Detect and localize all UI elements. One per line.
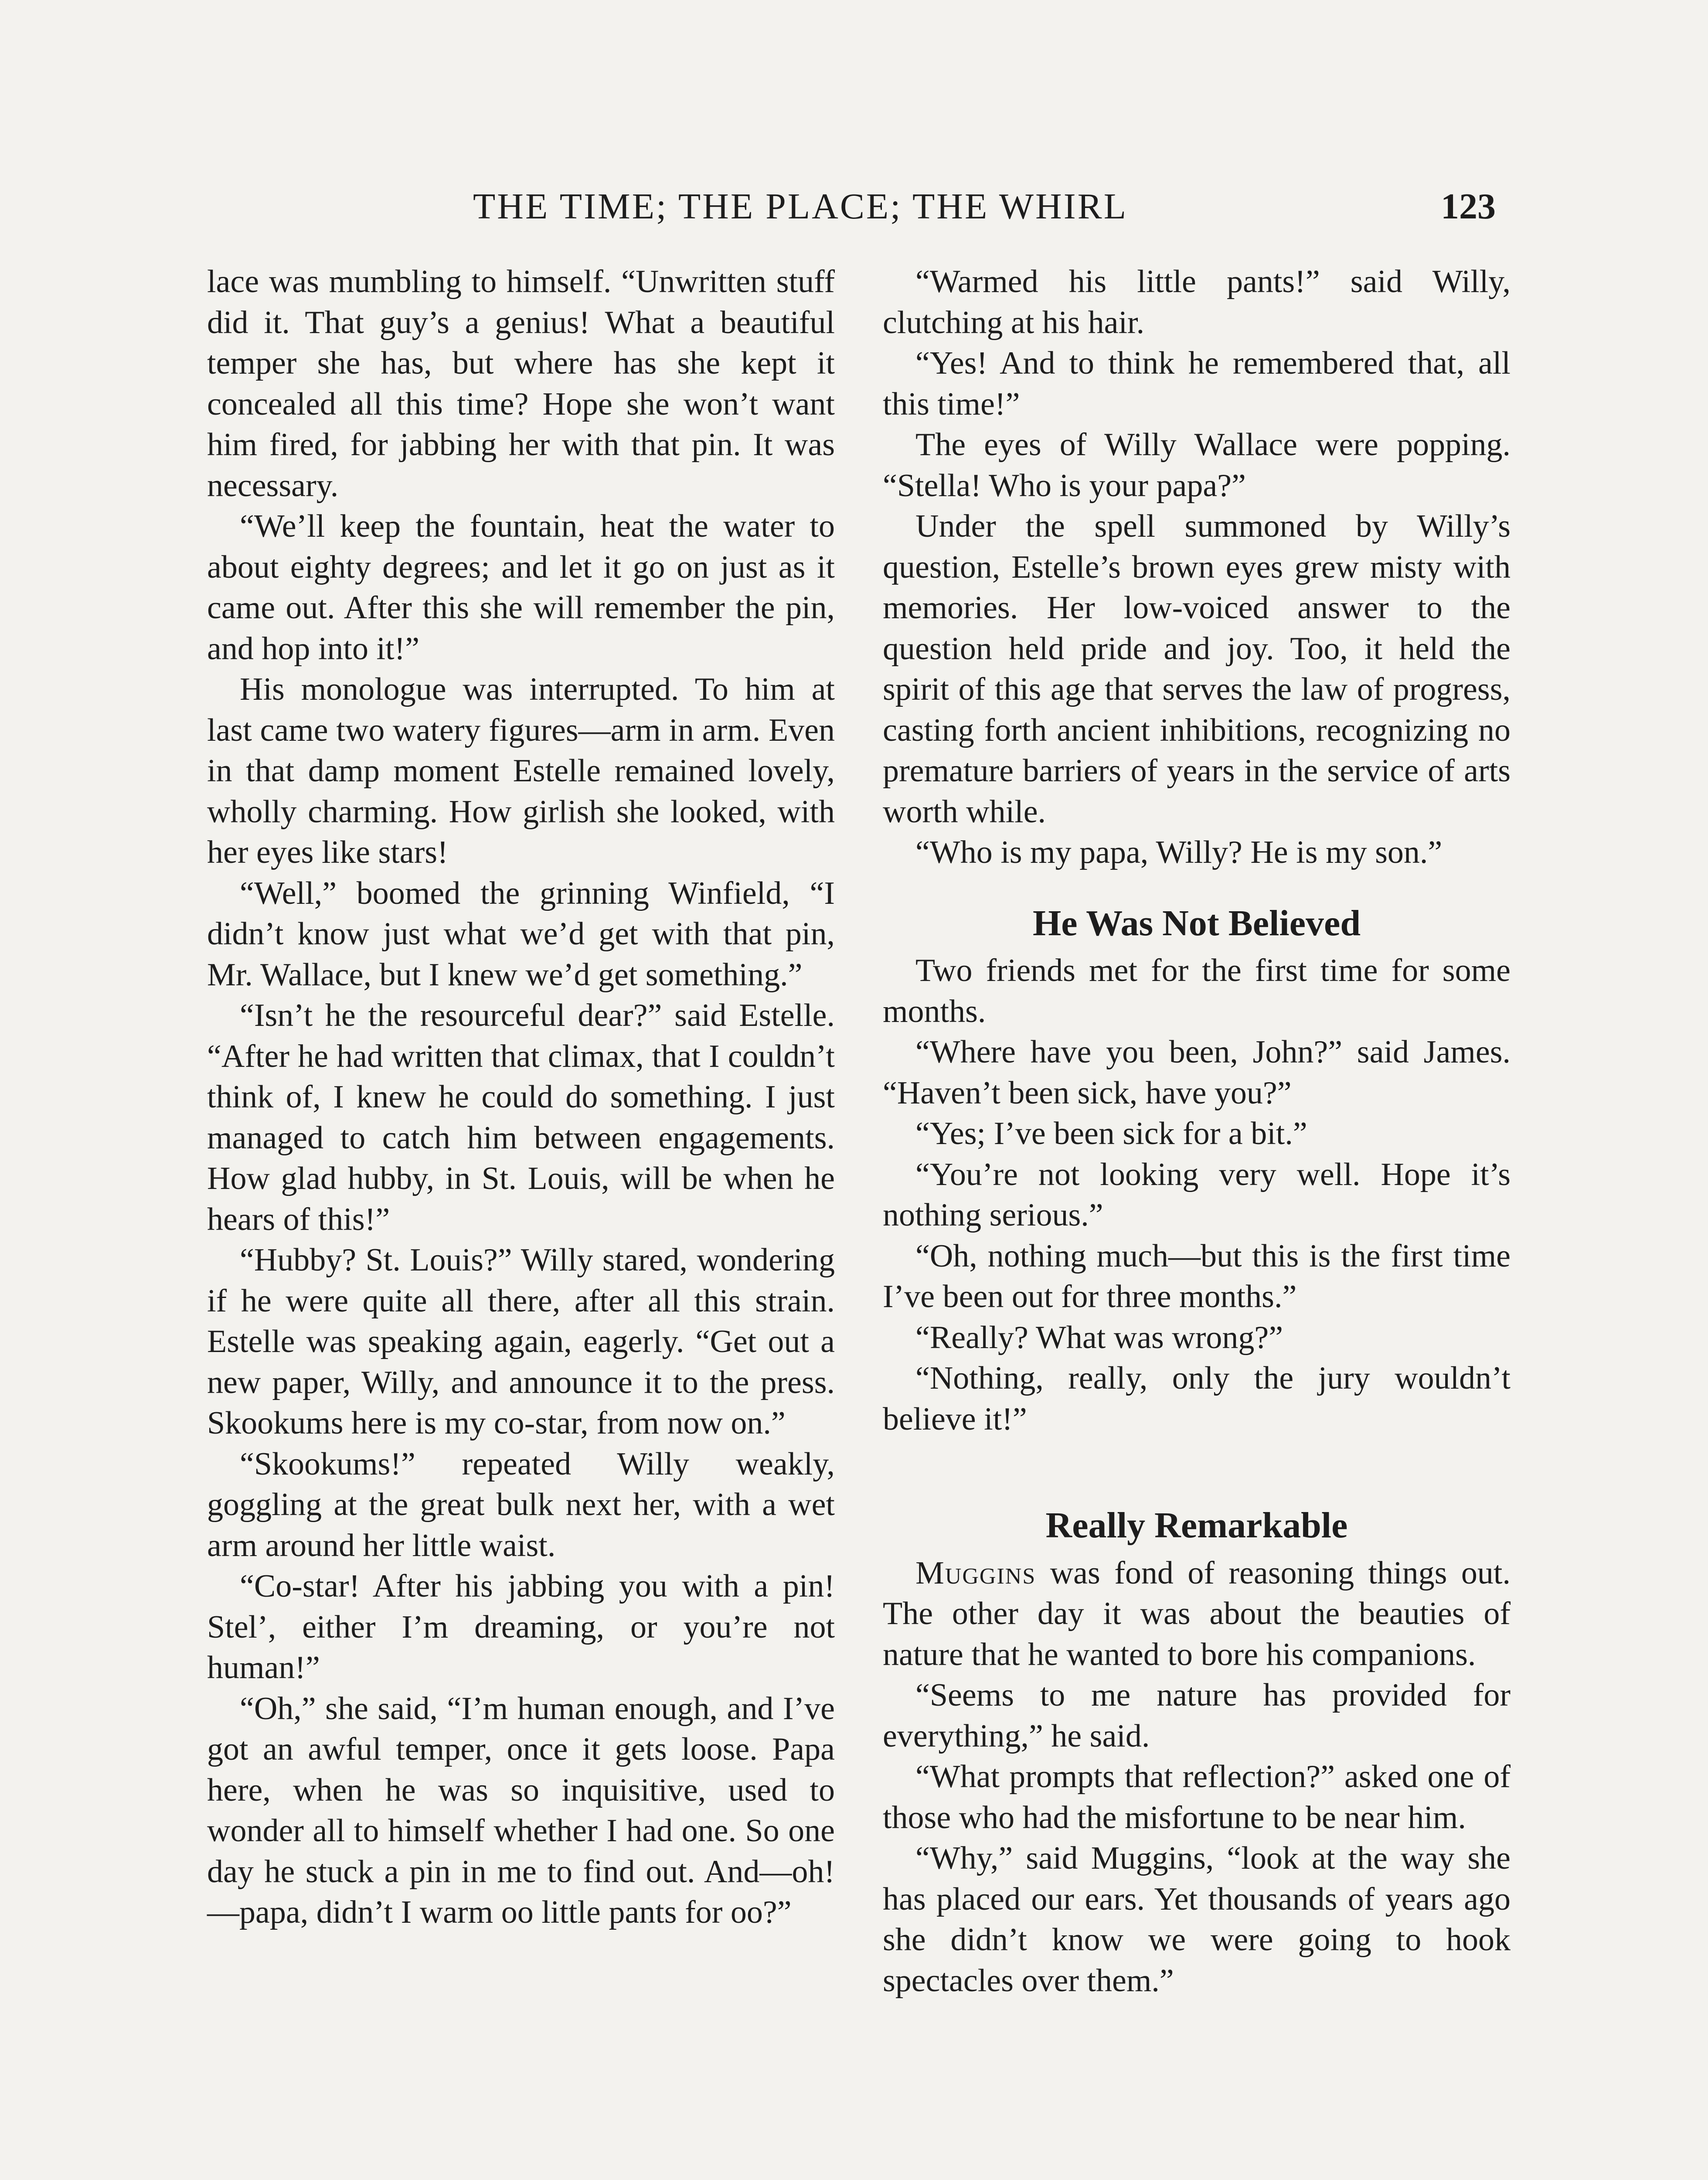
running-header: THE TIME; THE PLACE; THE WHIRL xyxy=(473,186,1128,227)
paragraph xyxy=(883,1553,1511,1676)
paragraph: lace was mumbling to himself. “Unwritten stuff did it. That guy’s a genius! What a beautiful temper she has, but where has she kept it concealed all this time? Hope she won’t want him fired, for jabbing her with that pin. It was necessary. xyxy=(207,264,835,504)
paragraph: His monologue was interrupted. To him at last came two watery figures—arm in arm. Even in that damp moment Estelle remained lovely, wholly charming. How girlish she looked, with her eyes like stars! xyxy=(207,671,835,870)
paragraph: Under the spell summoned by Willy’s question, Estelle’s brown eyes grew misty with memories. Her low-voiced answer to the question held pride and joy. Too, it held the spirit of this age that serves the law of progress, casting forth ancient inhibitions, recognizing no premature barriers of years in the service of arts worth while. xyxy=(883,508,1511,830)
paragraph: Two friends met for the first time for some months. xyxy=(883,953,1511,1029)
section-heading: He Was Not Believed xyxy=(1032,903,1361,944)
paragraph: “Yes! And to think he remembered that, all this time!” xyxy=(883,345,1511,422)
section-heading: Really Remarkable xyxy=(1045,1505,1348,1546)
paragraph: “Oh,” she said, “I’m human enough, and I’ve got an awful temper, once it gets loose. Papa here, when he was so inquisitive, used to wonder all to himself whether I had one. So one day he stuck a pin in me to find out. And—oh!—papa, didn’t I warm oo little pants for oo?” xyxy=(207,1690,835,1930)
lead-word: Muggins xyxy=(915,1555,1036,1591)
paragraph: “Where have you been, John?” said James. “Haven’t been sick, have you?” xyxy=(883,1034,1511,1111)
paragraph: “Why,” said Muggins, “look at the way she has placed our ears. Yet thousands of years ago she didn’t know we were going to hook spectacles over them.” xyxy=(883,1840,1511,1999)
right-column xyxy=(883,262,1511,2001)
paragraph: “Skookums!” repeated Willy weakly, goggling at the great bulk next her, with a wet arm around her little waist. xyxy=(207,1446,835,1563)
paragraph: “Isn’t he the resourceful dear?” said Estelle. “After he had written that climax, that I couldn’t think of, I knew he could do something. I just managed to catch him between engagements. How glad hubby, in St. Louis, will be when he hears of this!” xyxy=(207,998,835,1237)
paragraph: “Seems to me nature has provided for everything,” he said. xyxy=(883,1677,1511,1754)
paragraph: The eyes of Willy Wallace were popping. “Stella! Who is your papa?” xyxy=(883,427,1511,504)
paragraph: “Well,” boomed the grinning Winfield, “I didn’t know just what we’d get with that pin, Mr. Wallace, but I knew we’d get something.” xyxy=(207,875,835,993)
left-column xyxy=(207,262,835,1933)
paragraph: “Really? What was wrong?” xyxy=(915,1319,1283,1356)
paragraph: “Warmed his little pants!” said Willy, clutching at his hair. xyxy=(883,264,1511,341)
paragraph: “Nothing, really, only the jury wouldn’t believe it!” xyxy=(883,1360,1511,1437)
page-number: 123 xyxy=(1441,186,1496,227)
paragraph: “Yes; I’ve been sick for a bit.” xyxy=(915,1116,1307,1151)
paragraph: “Hubby? St. Louis?” Willy stared, wondering if he were quite all there, after all this strain. Estelle was speaking again, eagerly. “Get out a new paper, Willy, and announce it to the press. Skookums here is my co-star, from now on.” xyxy=(207,1242,835,1441)
paragraph: “What prompts that reflection?” asked one of those who had the misfortune to be near him. xyxy=(883,1759,1511,1836)
paragraph: “Who is my papa, Willy? He is my son.” xyxy=(915,835,1443,870)
paragraph: “Co-star! After his jabbing you with a pin! Stel’, either I’m dreaming, or you’re not human!” xyxy=(207,1568,835,1686)
lead-text: was fond of reasoning things out. The other day it was about the beauties of nature that he wanted to bore his companions. xyxy=(883,1555,1511,1672)
paragraph: “You’re not looking very well. Hope it’s nothing serious.” xyxy=(883,1156,1511,1233)
paragraph: “We’ll keep the fountain, heat the water to about eighty degrees; and let it go on just as it came out. After this she will remember the pin, and hop into it!” xyxy=(207,508,835,667)
paragraph: “Oh, nothing much—but this is the first time I’ve been out for three months.” xyxy=(883,1238,1511,1315)
